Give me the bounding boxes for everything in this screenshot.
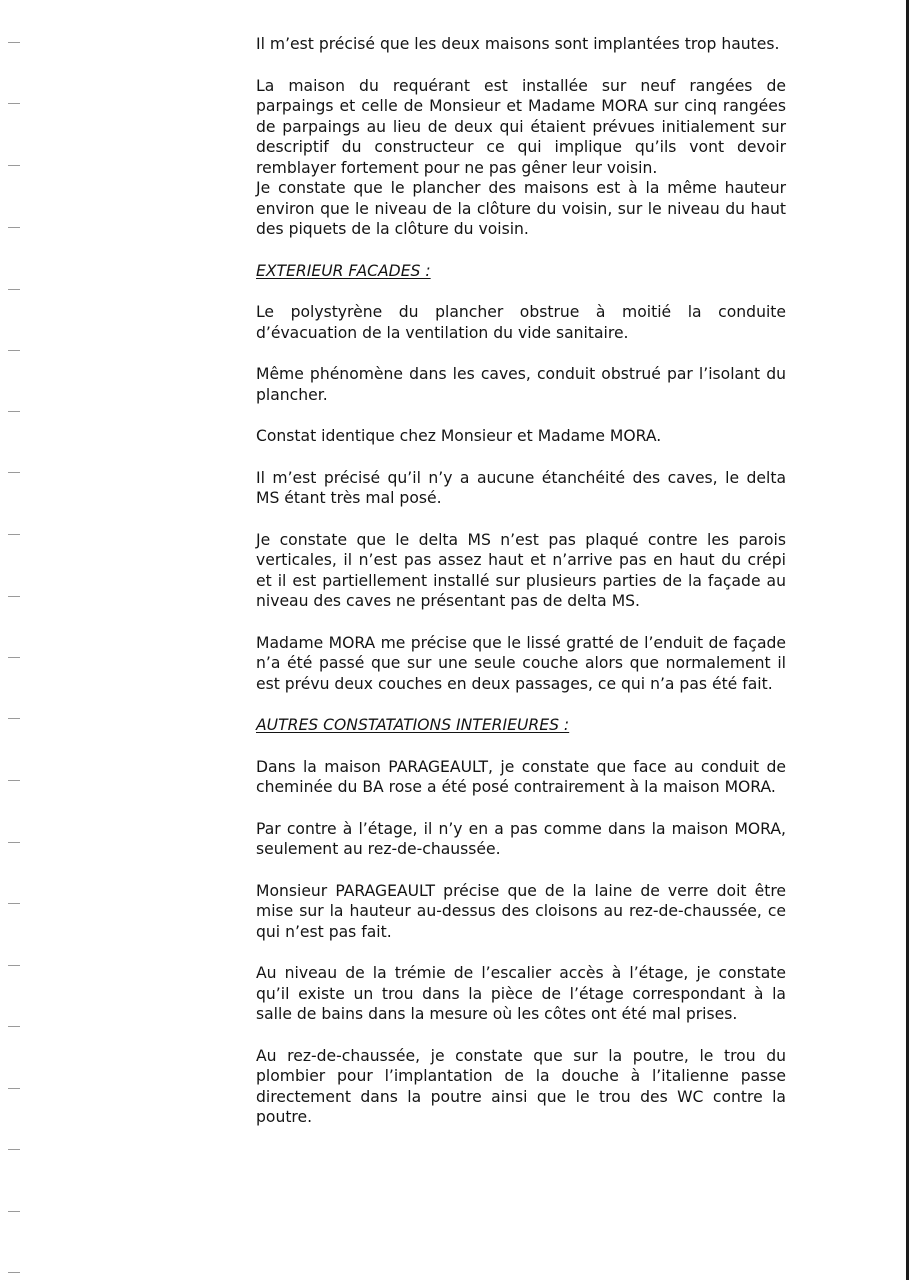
- paragraph: Au niveau de la trémie de l’escalier accès à l’étage, je constate qu’il existe un trou dans la pièce de l’étage correspondant à la salle de bains dans la mesure où les côtes ont été mal prises.: [256, 964, 786, 1023]
- paragraph: Le polystyrène du plancher obstrue à moitié la conduite d’évacuation de la ventilation du vide sanitaire.: [256, 303, 786, 342]
- paragraph: Au rez-de-chaussée, je constate que sur la poutre, le trou du plombier pour l’implantation de la douche à l’italienne passe directement dans la poutre ainsi que le trou des WC contre la poutre.: [256, 1046, 786, 1126]
- paragraph: Je constate que le plancher des maisons est à la même hauteur environ que le niveau de la clôture du voisin, sur le niveau du haut des piquets de la clôture du voisin.: [256, 179, 786, 238]
- section-heading: AUTRES CONSTATATIONS INTERIEURES :: [256, 716, 570, 734]
- paragraph: Même phénomène dans les caves, conduit obstrué par l’isolant du plancher.: [256, 365, 786, 404]
- paragraph: Il m’est précisé que les deux maisons sont implantées trop hautes.: [256, 35, 780, 53]
- paragraph: Je constate que le delta MS n’est pas plaqué contre les parois verticales, il n’est pas assez haut et n’arrive pas en haut du crépi et il est partiellement installé sur plusieurs parties de la façade au niveau des caves ne présentant pas de delta MS.: [256, 530, 786, 610]
- paragraph: Monsieur PARAGEAULT précise que de la laine de verre doit être mise sur la hauteur au-dessus des cloisons au rez-de-chaussée, ce qui n’est pas fait.: [256, 881, 786, 941]
- paragraph: Madame MORA me précise que le lissé gratté de l’enduit de façade n’a été passé que sur une seule couche alors que normalement il est prévu deux couches en deux passages, ce qui n’a pas été fait.: [256, 633, 786, 693]
- paragraph: Dans la maison PARAGEAULT, je constate que face au conduit de cheminée du BA rose a été posé contrairement à la maison MORA.: [256, 757, 786, 796]
- paragraph: Il m’est précisé qu’il n’y a aucune étanchéité des caves, le delta MS étant très mal posé.: [256, 468, 786, 507]
- paragraph: Par contre à l’étage, il n’y en a pas comme dans la maison MORA, seulement au rez-de-chaussée.: [256, 819, 786, 858]
- paragraph: La maison du requérant est installée sur neuf rangées de parpaings et celle de Monsieur et Madame MORA sur cinq rangées de parpaings au lieu de deux qui étaient prévues initialement sur descriptif du constructeur ce qui implique qu’ils vont devoir remblayer fortement pour ne pas gêner leur voisin.: [256, 76, 786, 177]
- margin-tick-marks: [8, 0, 22, 1280]
- paragraph: Constat identique chez Monsieur et Madame MORA.: [256, 427, 662, 445]
- section-heading: EXTERIEUR FACADES :: [256, 261, 431, 280]
- document-body: [256, 34, 786, 1128]
